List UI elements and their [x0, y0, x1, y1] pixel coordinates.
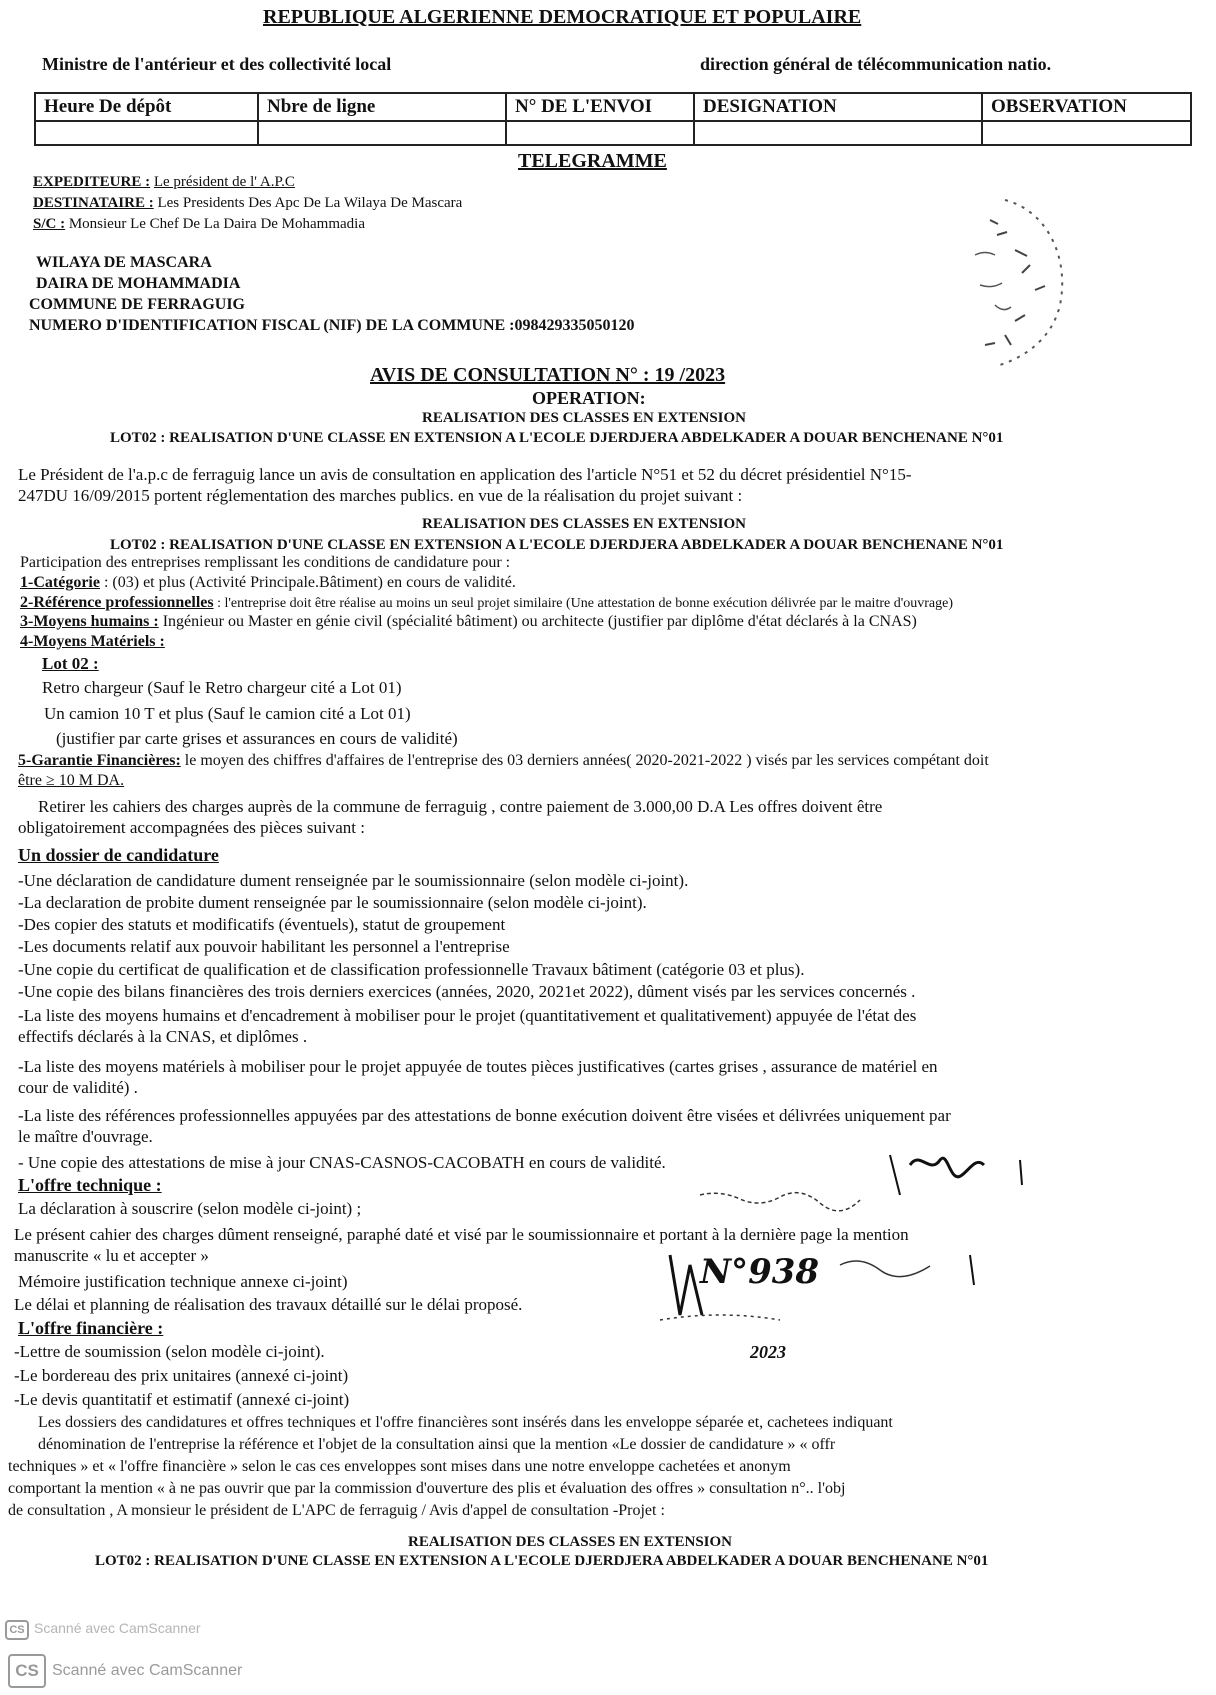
closing-line: techniques » et « l'offre financière » selon le cas ces enveloppes sont mises dans une notre enveloppe cachetées et anonym	[8, 1458, 791, 1475]
sc-line	[33, 216, 365, 233]
col-heure: Heure De dépôt	[35, 93, 258, 121]
nif-label: NUMERO D'IDENTIFICATION FISCAL (NIF) DE LA COMMUNE :098429335050120	[29, 317, 635, 334]
cell-empty	[258, 121, 506, 145]
condition-categorie-text: : (03) et plus (Activité Principale.Bâtiment) en cours de validité.	[99, 574, 516, 591]
financiere-title: L'offre financière :	[18, 1318, 164, 1338]
dossier-item: -Les documents relatif aux pouvoir habilitant les personnel a l'entreprise	[18, 937, 510, 956]
camscanner-logo-small-icon: CS	[5, 1620, 29, 1640]
camscanner-logo-icon: CS	[8, 1654, 46, 1688]
wilaya-label: WILAYA DE MASCARA	[36, 254, 212, 271]
technique-item: La déclaration à souscrire (selon modèle ci-joint) ;	[18, 1199, 362, 1218]
condition-garantie-label: 5-Garantie Financières:	[18, 752, 181, 769]
technique-item: manuscrite « lu et accepter »	[14, 1246, 209, 1265]
avis-lot-line: LOT02 : REALISATION D'UNE CLASSE EN EXTENSION A L'ECOLE DJERDJERA ABDELKADER A DOUAR BENCHENANE N°01	[110, 430, 1004, 446]
col-designation: DESIGNATION	[694, 93, 982, 121]
operation-label: OPERATION:	[532, 388, 646, 408]
republic-title: REPUBLIQUE ALGERIENNE DEMOCRATIQUE ET POPULAIRE	[263, 6, 862, 28]
handwritten-number: N°938	[700, 1252, 820, 1292]
col-observation: OBSERVATION	[982, 93, 1191, 121]
col-nbre: Nbre de ligne	[258, 93, 506, 121]
handwritten-date: 2023	[750, 1342, 786, 1362]
closing-lot-line: LOT02 : REALISATION D'UNE CLASSE EN EXTENSION A L'ECOLE DJERDJERA ABDELKADER A DOUAR BENCHENANE N°01	[95, 1553, 989, 1569]
dossier-item: -Des copier des statuts et modificatifs (éventuels), statut de groupement	[18, 915, 506, 934]
closing-line: de consultation , A monsieur le président de L'APC de ferraguig / Avis d'appel de consultation -Projet :	[8, 1502, 665, 1519]
condition-garantie	[18, 752, 989, 770]
sc-value: Monsieur Le Chef De La Daira De Mohammadia	[68, 216, 365, 232]
expediteur-label: EXPEDITEURE :	[33, 174, 151, 190]
closing-line: comportant la mention « à ne pas ouvrir que par la commission d'ouverture des plis et évaluation des offres » consultation n°.. l'obj	[8, 1480, 846, 1497]
destinataire-value: Les Presidents Des Apc De La Wilaya De Mascara	[157, 195, 463, 211]
dossier-item: -Une copie des bilans financières des trois derniers exercices (années, 2020, 2021et 2022), dûment visés par les services concernés .	[18, 982, 916, 1001]
cell-empty	[982, 121, 1191, 145]
financiere-item: -Le bordereau des prix unitaires (annexé ci-joint)	[14, 1366, 349, 1385]
condition-garantie-text: le moyen des chiffres d'affaires de l'entreprise des 03 derniers années( 2020-2021-2022 ) visés par les services compétant doit	[180, 752, 989, 769]
col-envoi: N° DE L'ENVOI	[506, 93, 694, 121]
cell-empty	[35, 121, 258, 145]
dossier-item: effectifs déclarés à la CNAS, et diplômes .	[18, 1027, 308, 1046]
condition-categorie	[20, 574, 516, 592]
camscanner-watermark: Scanné avec CamScanner	[52, 1662, 243, 1679]
expediteur-line	[33, 174, 295, 191]
dossier-item: -La liste des moyens matériels à mobiliser pour le projet appuyée de toutes pièces justificatives (cartes grises , assurance de matériel en	[18, 1057, 938, 1076]
condition-garantie-text-2: être ≥ 10 M DA.	[18, 772, 125, 789]
intro-line-2: 247DU 16/09/2015 portent réglementation des marches publics. en vue de la réalisation du projet suivant :	[18, 486, 743, 505]
condition-humains-text: Ingénieur ou Master en génie civil (spécialité bâtiment) ou architecte (justifier par diplôme d'état déclarés à la CNAS)	[158, 613, 917, 630]
closing-realisation: REALISATION DES CLASSES EN EXTENSION	[408, 1534, 732, 1550]
participation-line: Participation des entreprises remplissant les conditions de candidature pour :	[20, 554, 511, 571]
dossier-item: -La declaration de probite dument renseignée par le soumissionnaire (selon modèle ci-joint).	[18, 893, 647, 912]
financiere-item: -Lettre de soumission (selon modèle ci-joint).	[14, 1342, 325, 1361]
avis-title: AVIS DE CONSULTATION N° : 19 /2023	[370, 364, 726, 386]
condition-references-text: : l'entreprise doit être réalise au moins un seul projet similaire (Une attestation de bonne exécution délivrée par le maitre d'ouvrage)	[213, 596, 953, 611]
faded-stamp-icon	[935, 195, 1085, 375]
materiel-retro: Retro chargeur (Sauf le Retro chargeur cité a Lot 01)	[42, 678, 402, 697]
intro-lot-line: LOT02 : REALISATION D'UNE CLASSE EN EXTENSION A L'ECOLE DJERDJERA ABDELKADER A DOUAR BENCHENANE N°01	[110, 537, 1004, 553]
cell-empty	[694, 121, 982, 145]
avis-realisation: REALISATION DES CLASSES EN EXTENSION	[422, 410, 746, 426]
technique-item: Mémoire justification technique annexe ci-joint)	[18, 1272, 348, 1291]
technique-title: L'offre technique :	[18, 1175, 162, 1195]
cell-empty	[506, 121, 694, 145]
ministry-label: Ministre de l'antérieur et des collectivité local	[42, 54, 392, 74]
financiere-item: -Le devis quantitatif et estimatif (annexé ci-joint)	[14, 1390, 350, 1409]
destinataire-line	[33, 195, 462, 212]
dossier-item: -Une déclaration de candidature dument renseignée par le soumissionnaire (selon modèle ci-joint).	[18, 871, 689, 890]
expediteur-value: Le président de l' A.P.C	[153, 174, 295, 190]
telegram-header-table	[34, 92, 1192, 146]
closing-line: Les dossiers des candidatures et offres techniques et l'offre financières sont insérés dans les enveloppe séparée et, cachetees indiquant	[38, 1414, 893, 1431]
dossier-item: - Une copie des attestations de mise à jour CNAS-CASNOS-CACOBATH en cours de validité.	[18, 1153, 666, 1172]
dossier-title: Un dossier de candidature	[18, 845, 219, 865]
dossier-item: -Une copie du certificat de qualification et de classification professionnelle Travaux bâtiment (catégorie 03 et plus).	[18, 960, 805, 979]
condition-humains-label: 3-Moyens humains :	[20, 613, 159, 630]
retirer-line-2: obligatoirement accompagnées des pièces suivant :	[18, 818, 365, 837]
condition-materiels-label: 4-Moyens Matériels :	[20, 633, 165, 650]
intro-realisation: REALISATION DES CLASSES EN EXTENSION	[422, 516, 746, 532]
direction-label: direction général de télécommunication natio.	[700, 54, 1052, 74]
technique-item: Le délai et planning de réalisation des travaux détaillé sur le délai proposé.	[14, 1295, 523, 1314]
condition-references-label: 2-Référence professionnelles	[20, 594, 214, 611]
lot02-label: Lot 02 :	[42, 654, 99, 673]
dossier-item: -La liste des références professionnelles appuyées par des attestations de bonne exécution doivent être visées et délivrées uniquement par	[18, 1106, 951, 1125]
materiel-justifier: (justifier par carte grises et assurances en cours de validité)	[56, 729, 458, 748]
closing-line: dénomination de l'entreprise la référence et l'objet de la consultation ainsi que la mention «Le dossier de candidature » « offr	[38, 1436, 836, 1453]
intro-line-1: Le Président de l'a.p.c de ferraguig lance un avis de consultation en application des l'article N°51 et 52 du décret présidentiel N°15-	[18, 465, 912, 484]
camscanner-watermark-faint: Scanné avec CamScanner	[34, 1620, 201, 1636]
camscanner-footer	[0, 1618, 1216, 1695]
materiel-camion: Un camion 10 T et plus (Sauf le camion cité a Lot 01)	[44, 704, 411, 723]
commune-label: COMMUNE DE FERRAGUIG	[29, 296, 245, 313]
condition-humains	[20, 613, 917, 631]
daira-label: DAIRA DE MOHAMMADIA	[36, 275, 241, 292]
telegramme-title: TELEGRAMME	[518, 150, 667, 172]
retirer-line-1: Retirer les cahiers des charges auprès de la commune de ferraguig , contre paiement de 3.000,00 D.A Les offres doivent être	[38, 797, 883, 816]
dossier-item: -La liste des moyens humains et d'encadrement à mobiliser pour le projet (quantitativement et qualitativement) appuyée de l'état des	[18, 1006, 917, 1025]
condition-categorie-label: 1-Catégorie	[20, 574, 100, 591]
technique-item: Le présent cahier des charges dûment renseigné, paraphé daté et visé par le soumissionnaire et portant à la dernière page la mention	[14, 1225, 909, 1244]
sc-label: S/C :	[33, 216, 66, 232]
dossier-item: cour de validité) .	[18, 1078, 138, 1097]
condition-references	[20, 594, 953, 612]
destinataire-label: DESTINATAIRE :	[33, 195, 154, 211]
dossier-item: le maître d'ouvrage.	[18, 1127, 153, 1146]
